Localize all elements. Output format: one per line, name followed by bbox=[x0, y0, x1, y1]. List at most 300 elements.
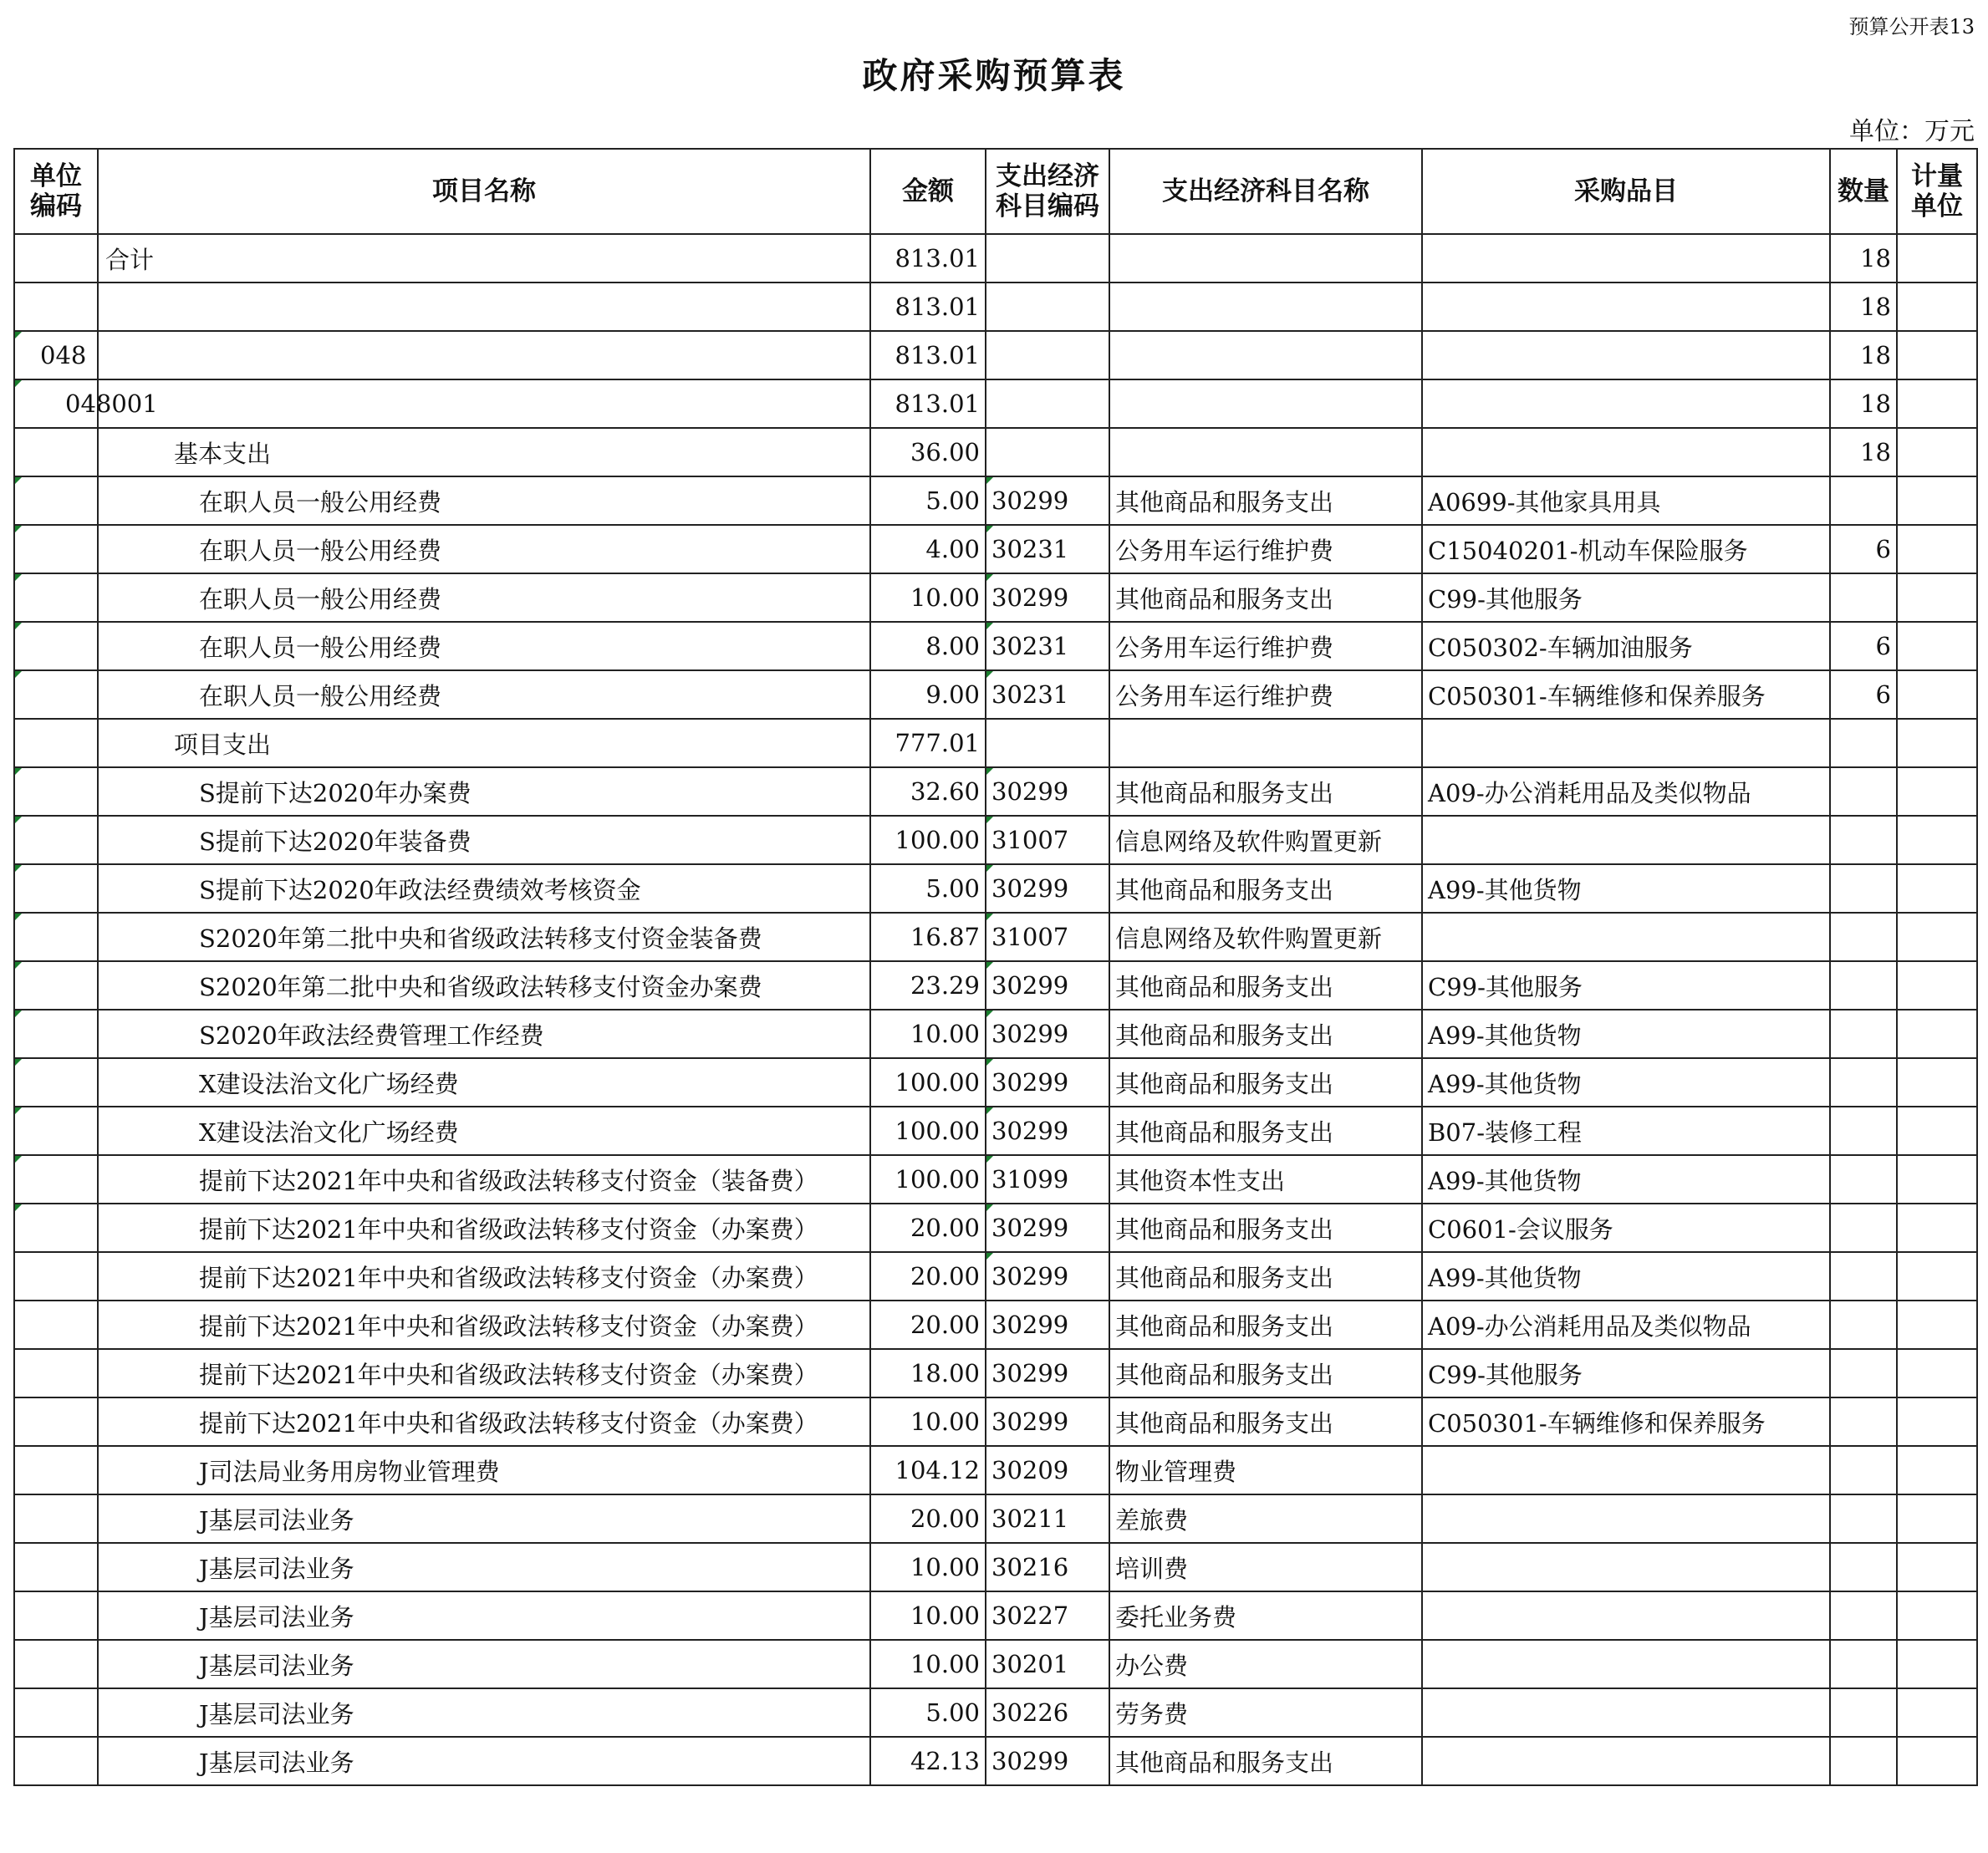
cell-purchase-item: A09-办公消耗用品及类似物品 bbox=[1422, 1301, 1830, 1349]
cell-purchase-item: C99-其他服务 bbox=[1422, 1349, 1830, 1397]
cell-project-name: 在职人员一般公用经费 bbox=[98, 525, 870, 573]
cell-amount: 100.00 bbox=[870, 1155, 986, 1204]
cell-econ-name: 劳务费 bbox=[1109, 1688, 1422, 1737]
table-row bbox=[14, 1737, 1977, 1785]
cell-econ-name bbox=[1109, 719, 1422, 767]
cell-econ-code: 30201 bbox=[986, 1640, 1109, 1688]
col-measure-unit: 计量 单位 bbox=[1897, 149, 1977, 234]
cell-measure-unit bbox=[1897, 525, 1977, 573]
cell-project-name: J基层司法业务 bbox=[98, 1640, 870, 1688]
cell-amount: 20.00 bbox=[870, 1301, 986, 1349]
col-quantity: 数量 bbox=[1830, 149, 1897, 234]
cell-quantity bbox=[1830, 913, 1897, 961]
cell-quantity bbox=[1830, 767, 1897, 816]
cell-unit-code bbox=[14, 1640, 98, 1688]
cell-project-name: J基层司法业务 bbox=[98, 1591, 870, 1640]
cell-purchase-item bbox=[1422, 1688, 1830, 1737]
cell-quantity bbox=[1830, 719, 1897, 767]
cell-econ-code: 30211 bbox=[986, 1494, 1109, 1543]
cell-measure-unit bbox=[1897, 573, 1977, 622]
cell-amount: 10.00 bbox=[870, 1640, 986, 1688]
cell-unit-code bbox=[14, 1591, 98, 1640]
cell-purchase-item bbox=[1422, 1737, 1830, 1785]
cell-project-name: J基层司法业务 bbox=[98, 1543, 870, 1591]
cell-project-name: S2020年第二批中央和省级政法转移支付资金办案费 bbox=[98, 961, 870, 1010]
cell-econ-name: 公务用车运行维护费 bbox=[1109, 670, 1422, 719]
cell-econ-name: 其他商品和服务支出 bbox=[1109, 767, 1422, 816]
cell-econ-name: 公务用车运行维护费 bbox=[1109, 622, 1422, 670]
table-row bbox=[14, 428, 1977, 476]
cell-project-name bbox=[98, 331, 870, 379]
cell-measure-unit bbox=[1897, 1737, 1977, 1785]
cell-measure-unit bbox=[1897, 1204, 1977, 1252]
cell-econ-code bbox=[986, 331, 1109, 379]
cell-project-name: S提前下达2020年政法经费绩效考核资金 bbox=[98, 864, 870, 913]
cell-econ-name: 公务用车运行维护费 bbox=[1109, 525, 1422, 573]
cell-quantity bbox=[1830, 1010, 1897, 1058]
cell-unit-code bbox=[14, 1155, 98, 1204]
cell-project-name: 提前下达2021年中央和省级政法转移支付资金（办案费） bbox=[98, 1349, 870, 1397]
cell-amount: 5.00 bbox=[870, 864, 986, 913]
cell-quantity bbox=[1830, 1349, 1897, 1397]
cell-measure-unit bbox=[1897, 1252, 1977, 1301]
cell-econ-code: 30231 bbox=[986, 622, 1109, 670]
cell-quantity: 6 bbox=[1830, 525, 1897, 573]
cell-econ-code bbox=[986, 283, 1109, 331]
cell-econ-code: 31007 bbox=[986, 913, 1109, 961]
cell-econ-code: 30299 bbox=[986, 961, 1109, 1010]
cell-amount: 100.00 bbox=[870, 1107, 986, 1155]
cell-unit-code bbox=[14, 622, 98, 670]
cell-quantity bbox=[1830, 1397, 1897, 1446]
cell-amount: 10.00 bbox=[870, 1010, 986, 1058]
cell-measure-unit bbox=[1897, 1010, 1977, 1058]
cell-econ-name: 差旅费 bbox=[1109, 1494, 1422, 1543]
cell-econ-code: 31099 bbox=[986, 1155, 1109, 1204]
cell-unit-code bbox=[14, 1349, 98, 1397]
cell-econ-code: 31007 bbox=[986, 816, 1109, 864]
cell-amount: 10.00 bbox=[870, 1543, 986, 1591]
cell-econ-code bbox=[986, 379, 1109, 428]
cell-econ-code: 30299 bbox=[986, 1737, 1109, 1785]
cell-unit-code bbox=[14, 1010, 98, 1058]
cell-quantity: 18 bbox=[1830, 331, 1897, 379]
cell-measure-unit bbox=[1897, 1301, 1977, 1349]
cell-amount: 20.00 bbox=[870, 1252, 986, 1301]
cell-purchase-item bbox=[1422, 379, 1830, 428]
procurement-budget-table bbox=[13, 148, 1978, 1786]
cell-project-name: 提前下达2021年中央和省级政法转移支付资金（办案费） bbox=[98, 1301, 870, 1349]
table-row bbox=[14, 1010, 1977, 1058]
cell-purchase-item: C99-其他服务 bbox=[1422, 573, 1830, 622]
cell-purchase-item bbox=[1422, 331, 1830, 379]
table-row bbox=[14, 961, 1977, 1010]
cell-unit-code bbox=[14, 864, 98, 913]
cell-econ-code: 30299 bbox=[986, 864, 1109, 913]
cell-unit-code bbox=[14, 283, 98, 331]
cell-amount: 5.00 bbox=[870, 476, 986, 525]
cell-econ-code: 30231 bbox=[986, 670, 1109, 719]
cell-econ-name: 其他商品和服务支出 bbox=[1109, 1107, 1422, 1155]
cell-purchase-item: C050302-车辆加油服务 bbox=[1422, 622, 1830, 670]
col-amount: 金额 bbox=[870, 149, 986, 234]
cell-unit-code bbox=[14, 1204, 98, 1252]
table-row bbox=[14, 1397, 1977, 1446]
cell-measure-unit bbox=[1897, 1640, 1977, 1688]
cell-purchase-item: A99-其他货物 bbox=[1422, 1155, 1830, 1204]
cell-purchase-item bbox=[1422, 234, 1830, 283]
cell-measure-unit bbox=[1897, 1349, 1977, 1397]
cell-measure-unit bbox=[1897, 1107, 1977, 1155]
cell-amount: 5.00 bbox=[870, 1688, 986, 1737]
table-row bbox=[14, 1155, 1977, 1204]
cell-econ-code bbox=[986, 719, 1109, 767]
cell-measure-unit bbox=[1897, 283, 1977, 331]
cell-econ-code: 30226 bbox=[986, 1688, 1109, 1737]
cell-quantity: 18 bbox=[1830, 234, 1897, 283]
table-row bbox=[14, 670, 1977, 719]
cell-quantity bbox=[1830, 1107, 1897, 1155]
cell-quantity bbox=[1830, 1446, 1897, 1494]
cell-measure-unit bbox=[1897, 234, 1977, 283]
cell-econ-name: 其他商品和服务支出 bbox=[1109, 1252, 1422, 1301]
cell-unit-code bbox=[14, 525, 98, 573]
cell-project-name: J基层司法业务 bbox=[98, 1494, 870, 1543]
cell-project-name: 在职人员一般公用经费 bbox=[98, 622, 870, 670]
table-row bbox=[14, 476, 1977, 525]
cell-project-name: S2020年政法经费管理工作经费 bbox=[98, 1010, 870, 1058]
cell-measure-unit bbox=[1897, 379, 1977, 428]
cell-measure-unit bbox=[1897, 719, 1977, 767]
table-row bbox=[14, 816, 1977, 864]
cell-project-name: S提前下达2020年装备费 bbox=[98, 816, 870, 864]
cell-project-name: 提前下达2021年中央和省级政法转移支付资金（办案费） bbox=[98, 1397, 870, 1446]
cell-econ-name: 信息网络及软件购置更新 bbox=[1109, 913, 1422, 961]
cell-purchase-item: C050301-车辆维修和保养服务 bbox=[1422, 1397, 1830, 1446]
cell-project-name: S2020年第二批中央和省级政法转移支付资金装备费 bbox=[98, 913, 870, 961]
table-row bbox=[14, 283, 1977, 331]
cell-unit-code bbox=[14, 1397, 98, 1446]
cell-econ-name bbox=[1109, 428, 1422, 476]
cell-project-name: 提前下达2021年中央和省级政法转移支付资金（办案费） bbox=[98, 1252, 870, 1301]
cell-quantity bbox=[1830, 1640, 1897, 1688]
cell-econ-code: 30231 bbox=[986, 525, 1109, 573]
cell-quantity: 6 bbox=[1830, 670, 1897, 719]
table-header-row bbox=[14, 149, 1977, 234]
cell-purchase-item bbox=[1422, 1591, 1830, 1640]
cell-purchase-item: A09-办公消耗用品及类似物品 bbox=[1422, 767, 1830, 816]
table-row bbox=[14, 1058, 1977, 1107]
cell-purchase-item: A0699-其他家具用具 bbox=[1422, 476, 1830, 525]
form-number: 预算公开表13 bbox=[1848, 15, 1975, 38]
cell-purchase-item: B07-装修工程 bbox=[1422, 1107, 1830, 1155]
cell-project-name: 在职人员一般公用经费 bbox=[98, 670, 870, 719]
cell-quantity bbox=[1830, 1543, 1897, 1591]
table-row bbox=[14, 1349, 1977, 1397]
cell-measure-unit bbox=[1897, 1688, 1977, 1737]
cell-quantity bbox=[1830, 1301, 1897, 1349]
cell-project-name: 提前下达2021年中央和省级政法转移支付资金（办案费） bbox=[98, 1204, 870, 1252]
cell-purchase-item bbox=[1422, 1640, 1830, 1688]
cell-project-name bbox=[98, 283, 870, 331]
table-row bbox=[14, 573, 1977, 622]
cell-measure-unit bbox=[1897, 961, 1977, 1010]
cell-unit-code: 048 bbox=[14, 331, 98, 379]
cell-project-name: J基层司法业务 bbox=[98, 1737, 870, 1785]
cell-econ-name: 办公费 bbox=[1109, 1640, 1422, 1688]
cell-unit-code bbox=[14, 913, 98, 961]
cell-econ-name: 其他商品和服务支出 bbox=[1109, 1349, 1422, 1397]
col-econ-code: 支出经济 科目编码 bbox=[986, 149, 1109, 234]
cell-econ-code: 30299 bbox=[986, 1107, 1109, 1155]
cell-econ-name: 其他商品和服务支出 bbox=[1109, 1397, 1422, 1446]
cell-purchase-item bbox=[1422, 1446, 1830, 1494]
cell-unit-code bbox=[14, 1301, 98, 1349]
cell-purchase-item bbox=[1422, 816, 1830, 864]
cell-purchase-item: A99-其他货物 bbox=[1422, 1058, 1830, 1107]
cell-amount: 777.01 bbox=[870, 719, 986, 767]
unit-label: 单位：万元 bbox=[1849, 117, 1975, 146]
cell-econ-code: 30299 bbox=[986, 1301, 1109, 1349]
table-row bbox=[14, 719, 1977, 767]
cell-measure-unit bbox=[1897, 913, 1977, 961]
cell-amount: 10.00 bbox=[870, 573, 986, 622]
cell-econ-code: 30216 bbox=[986, 1543, 1109, 1591]
cell-purchase-item: C0601-会议服务 bbox=[1422, 1204, 1830, 1252]
col-project-name: 项目名称 bbox=[98, 149, 870, 234]
cell-quantity bbox=[1830, 1058, 1897, 1107]
cell-purchase-item bbox=[1422, 913, 1830, 961]
table-row bbox=[14, 1252, 1977, 1301]
cell-purchase-item: A99-其他货物 bbox=[1422, 1010, 1830, 1058]
cell-measure-unit bbox=[1897, 1446, 1977, 1494]
cell-quantity bbox=[1830, 573, 1897, 622]
table-row bbox=[14, 331, 1977, 379]
cell-econ-name bbox=[1109, 379, 1422, 428]
cell-purchase-item: C99-其他服务 bbox=[1422, 961, 1830, 1010]
cell-purchase-item: A99-其他货物 bbox=[1422, 1252, 1830, 1301]
cell-amount: 16.87 bbox=[870, 913, 986, 961]
table-row bbox=[14, 234, 1977, 283]
table-row bbox=[14, 1591, 1977, 1640]
cell-unit-code bbox=[14, 816, 98, 864]
cell-econ-name: 信息网络及软件购置更新 bbox=[1109, 816, 1422, 864]
cell-unit-code bbox=[14, 573, 98, 622]
cell-measure-unit bbox=[1897, 331, 1977, 379]
cell-econ-code: 30299 bbox=[986, 1010, 1109, 1058]
cell-econ-code: 30209 bbox=[986, 1446, 1109, 1494]
cell-project-name: 合计 bbox=[98, 234, 870, 283]
cell-unit-code bbox=[14, 476, 98, 525]
cell-quantity bbox=[1830, 1204, 1897, 1252]
cell-amount: 42.13 bbox=[870, 1737, 986, 1785]
cell-amount: 36.00 bbox=[870, 428, 986, 476]
cell-project-name: 在职人员一般公用经费 bbox=[98, 573, 870, 622]
cell-econ-name: 培训费 bbox=[1109, 1543, 1422, 1591]
cell-quantity bbox=[1830, 1591, 1897, 1640]
cell-amount: 18.00 bbox=[870, 1349, 986, 1397]
cell-quantity bbox=[1830, 1688, 1897, 1737]
cell-econ-name: 委托业务费 bbox=[1109, 1591, 1422, 1640]
cell-econ-code: 30299 bbox=[986, 767, 1109, 816]
cell-unit-code: 048001 bbox=[14, 379, 98, 428]
cell-measure-unit bbox=[1897, 1397, 1977, 1446]
table-row bbox=[14, 1204, 1977, 1252]
table-row bbox=[14, 525, 1977, 573]
cell-amount: 20.00 bbox=[870, 1204, 986, 1252]
cell-quantity bbox=[1830, 1494, 1897, 1543]
table-row bbox=[14, 864, 1977, 913]
cell-quantity bbox=[1830, 476, 1897, 525]
cell-quantity bbox=[1830, 1737, 1897, 1785]
cell-project-name: 在职人员一般公用经费 bbox=[98, 476, 870, 525]
cell-amount: 8.00 bbox=[870, 622, 986, 670]
cell-amount: 104.12 bbox=[870, 1446, 986, 1494]
cell-unit-code bbox=[14, 961, 98, 1010]
cell-unit-code bbox=[14, 234, 98, 283]
cell-project-name: J基层司法业务 bbox=[98, 1688, 870, 1737]
cell-quantity bbox=[1830, 1252, 1897, 1301]
cell-econ-name: 其他商品和服务支出 bbox=[1109, 1010, 1422, 1058]
page-title: 政府采购预算表 bbox=[862, 55, 1126, 96]
cell-project-name: X建设法治文化广场经费 bbox=[98, 1107, 870, 1155]
table-row bbox=[14, 1107, 1977, 1155]
cell-purchase-item bbox=[1422, 283, 1830, 331]
cell-measure-unit bbox=[1897, 622, 1977, 670]
cell-econ-name: 其他资本性支出 bbox=[1109, 1155, 1422, 1204]
cell-amount: 32.60 bbox=[870, 767, 986, 816]
cell-econ-code: 30299 bbox=[986, 573, 1109, 622]
cell-purchase-item: C15040201-机动车保险服务 bbox=[1422, 525, 1830, 573]
cell-measure-unit bbox=[1897, 1543, 1977, 1591]
cell-measure-unit bbox=[1897, 670, 1977, 719]
cell-project-name: J司法局业务用房物业管理费 bbox=[98, 1446, 870, 1494]
cell-measure-unit bbox=[1897, 476, 1977, 525]
cell-amount: 813.01 bbox=[870, 331, 986, 379]
cell-measure-unit bbox=[1897, 1058, 1977, 1107]
cell-quantity bbox=[1830, 816, 1897, 864]
cell-measure-unit bbox=[1897, 1591, 1977, 1640]
col-econ-name: 支出经济科目名称 bbox=[1109, 149, 1422, 234]
cell-econ-name: 其他商品和服务支出 bbox=[1109, 1204, 1422, 1252]
cell-amount: 20.00 bbox=[870, 1494, 986, 1543]
cell-amount: 23.29 bbox=[870, 961, 986, 1010]
cell-econ-code: 30299 bbox=[986, 1252, 1109, 1301]
table-row bbox=[14, 1640, 1977, 1688]
cell-amount: 9.00 bbox=[870, 670, 986, 719]
cell-unit-code bbox=[14, 1446, 98, 1494]
cell-measure-unit bbox=[1897, 1494, 1977, 1543]
cell-econ-code: 30299 bbox=[986, 1349, 1109, 1397]
cell-quantity: 18 bbox=[1830, 379, 1897, 428]
cell-econ-name bbox=[1109, 234, 1422, 283]
cell-unit-code bbox=[14, 1688, 98, 1737]
cell-amount: 100.00 bbox=[870, 816, 986, 864]
cell-econ-name bbox=[1109, 283, 1422, 331]
cell-econ-code: 30299 bbox=[986, 1397, 1109, 1446]
cell-econ-name: 其他商品和服务支出 bbox=[1109, 476, 1422, 525]
cell-quantity: 18 bbox=[1830, 428, 1897, 476]
cell-unit-code bbox=[14, 719, 98, 767]
col-unit-code: 单位 编码 bbox=[14, 149, 98, 234]
table-row bbox=[14, 1446, 1977, 1494]
table-row bbox=[14, 1494, 1977, 1543]
table-row bbox=[14, 1543, 1977, 1591]
cell-project-name: 基本支出 bbox=[98, 428, 870, 476]
cell-purchase-item bbox=[1422, 1494, 1830, 1543]
col-purchase-item: 采购品目 bbox=[1422, 149, 1830, 234]
table-row bbox=[14, 767, 1977, 816]
cell-amount: 10.00 bbox=[870, 1591, 986, 1640]
cell-econ-name: 物业管理费 bbox=[1109, 1446, 1422, 1494]
cell-project-name: 项目支出 bbox=[98, 719, 870, 767]
cell-measure-unit bbox=[1897, 767, 1977, 816]
cell-purchase-item bbox=[1422, 719, 1830, 767]
cell-econ-name: 其他商品和服务支出 bbox=[1109, 864, 1422, 913]
cell-unit-code bbox=[14, 1543, 98, 1591]
table-row bbox=[14, 622, 1977, 670]
cell-purchase-item: C050301-车辆维修和保养服务 bbox=[1422, 670, 1830, 719]
cell-amount: 813.01 bbox=[870, 379, 986, 428]
cell-purchase-item: A99-其他货物 bbox=[1422, 864, 1830, 913]
cell-unit-code bbox=[14, 767, 98, 816]
cell-unit-code bbox=[14, 1494, 98, 1543]
cell-econ-name: 其他商品和服务支出 bbox=[1109, 1301, 1422, 1349]
cell-econ-name: 其他商品和服务支出 bbox=[1109, 961, 1422, 1010]
cell-quantity: 6 bbox=[1830, 622, 1897, 670]
cell-amount: 10.00 bbox=[870, 1397, 986, 1446]
table-row bbox=[14, 379, 1977, 428]
cell-amount: 813.01 bbox=[870, 234, 986, 283]
cell-project-name: 提前下达2021年中央和省级政法转移支付资金（装备费） bbox=[98, 1155, 870, 1204]
cell-purchase-item bbox=[1422, 428, 1830, 476]
cell-econ-code: 30227 bbox=[986, 1591, 1109, 1640]
cell-econ-name: 其他商品和服务支出 bbox=[1109, 573, 1422, 622]
cell-quantity bbox=[1830, 1155, 1897, 1204]
cell-econ-code bbox=[986, 234, 1109, 283]
cell-project-name bbox=[98, 379, 870, 428]
cell-econ-code: 30299 bbox=[986, 1204, 1109, 1252]
cell-measure-unit bbox=[1897, 428, 1977, 476]
cell-quantity bbox=[1830, 961, 1897, 1010]
cell-quantity bbox=[1830, 864, 1897, 913]
cell-measure-unit bbox=[1897, 1155, 1977, 1204]
cell-unit-code bbox=[14, 1058, 98, 1107]
cell-unit-code bbox=[14, 1252, 98, 1301]
cell-econ-name: 其他商品和服务支出 bbox=[1109, 1737, 1422, 1785]
table-row bbox=[14, 913, 1977, 961]
cell-purchase-item bbox=[1422, 1543, 1830, 1591]
cell-amount: 100.00 bbox=[870, 1058, 986, 1107]
cell-econ-code: 30299 bbox=[986, 476, 1109, 525]
cell-econ-code bbox=[986, 428, 1109, 476]
cell-econ-code: 30299 bbox=[986, 1058, 1109, 1107]
cell-project-name: S提前下达2020年办案费 bbox=[98, 767, 870, 816]
cell-unit-code bbox=[14, 1737, 98, 1785]
cell-amount: 4.00 bbox=[870, 525, 986, 573]
table-row bbox=[14, 1301, 1977, 1349]
table-row bbox=[14, 1688, 1977, 1737]
cell-project-name: X建设法治文化广场经费 bbox=[98, 1058, 870, 1107]
cell-econ-name: 其他商品和服务支出 bbox=[1109, 1058, 1422, 1107]
cell-measure-unit bbox=[1897, 864, 1977, 913]
cell-amount: 813.01 bbox=[870, 283, 986, 331]
cell-unit-code bbox=[14, 1107, 98, 1155]
cell-quantity: 18 bbox=[1830, 283, 1897, 331]
cell-unit-code bbox=[14, 670, 98, 719]
cell-measure-unit bbox=[1897, 816, 1977, 864]
cell-unit-code bbox=[14, 428, 98, 476]
